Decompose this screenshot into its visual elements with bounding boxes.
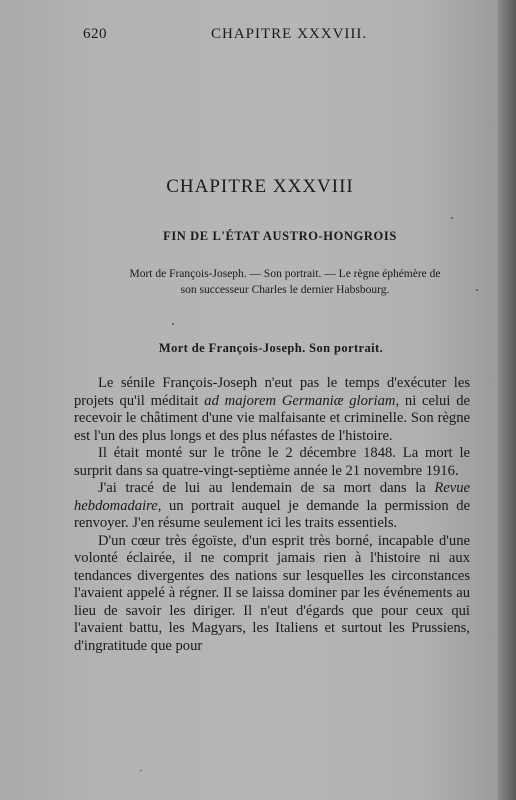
paper-speck (451, 217, 453, 219)
paragraph-3-text-a: J'ai tracé de lui au lendemain de sa mort dans la (98, 480, 435, 496)
chapter-summary-line-2: son successeur Charles le dernier Habsbourg. (180, 284, 390, 296)
paragraph-1-latin-phrase: ad majorem Germaniæ gloriam (204, 392, 396, 409)
paragraph-3-journal-title: Revue hebdomadaire (74, 480, 470, 514)
running-head-title: CHAPITRE XXXVIII. (211, 26, 368, 42)
paragraph-1 (74, 375, 470, 445)
paragraph-1-text-a: Le sénile François-Joseph n'eut pas le temps d'exécuter les projets qu'il méditait (74, 375, 470, 409)
section-heading: Mort de François-Joseph. Son portrait. (158, 341, 384, 355)
running-head (83, 26, 443, 46)
chapter-summary-line-1: Mort de François-Joseph. — Son portrait. — Le règne éphémère de (129, 268, 441, 280)
paragraph-3-text-b: , un portrait auquel je demande la permission de renvoyer. J'en résume seulement ici les traits essentiels. (74, 497, 470, 531)
chapter-summary (80, 266, 490, 298)
paragraph-1-text-b: , ni celui de recevoir le châtiment d'une vie malfaisante et criminelle. Son règne est l'un des plus longs et des plus néfastes de l'histoire. (74, 392, 470, 444)
page-number: 620 (83, 26, 107, 42)
paragraph-4: D'un cœur très égoïste, d'un esprit très borné, incapable d'une volonté éclairée, il ne comprit jamais rien à l'histoire ni aux tendances divergentes des nations sur lesquelles les circonstances l'avaient appelé à régner. Il se laissa dominer par les événements au lieu de savoir les diriger. Il n'eut d'égards que pour ceux qui l'avaient battu, les Magyars, les Italiens et surtout les Prussiens, d'ingratitude que pour (74, 532, 470, 654)
book-gutter (498, 0, 516, 800)
chapter-title: CHAPITRE XXXVIII (166, 176, 354, 197)
paper-speck (140, 770, 142, 771)
paragraph-3 (74, 480, 470, 533)
chapter-subtitle: FIN DE L'ÉTAT AUSTRO-HONGROIS (163, 229, 397, 243)
paragraph-2: Il était monté sur le trône le 2 décembre 1848. La mort le surprit dans sa quatre-vingt-septième année le 21 novembre 1916. (74, 445, 470, 479)
paper-speck (172, 323, 174, 325)
paper-speck (476, 289, 478, 291)
body-text (74, 375, 470, 655)
